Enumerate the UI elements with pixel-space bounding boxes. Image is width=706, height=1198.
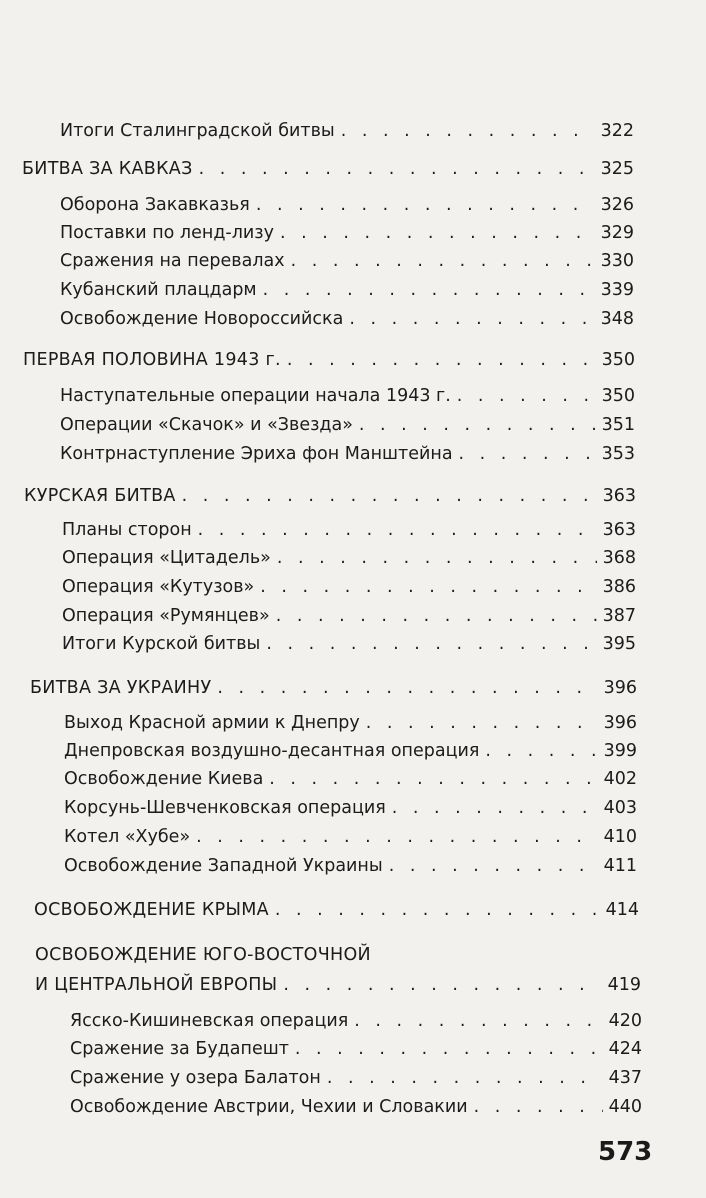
leader-dots [349, 308, 594, 330]
toc-entry-title: Освобождение Западной Украины [64, 856, 383, 876]
leader-dots [327, 1067, 603, 1089]
leader-dots [260, 576, 596, 598]
toc-section [23, 349, 635, 371]
toc-entry [62, 633, 636, 655]
toc-entry-page: 437 [608, 1068, 642, 1088]
toc-entry [60, 120, 634, 142]
toc-entry [62, 605, 636, 627]
toc-entry-page: 330 [600, 251, 634, 271]
leader-dots [295, 1038, 603, 1060]
toc-section-title-line2: И ЦЕНТРАЛЬНОЙ ЕВРОПЫ [35, 975, 278, 995]
toc-entry-page: 348 [600, 309, 634, 329]
toc-entry-title: Освобождение Киева [64, 769, 264, 789]
toc-entry-page: 350 [601, 386, 635, 406]
leader-dots [457, 385, 596, 407]
toc-entry-page: 353 [601, 444, 635, 464]
toc-section [22, 158, 634, 180]
leader-dots [354, 1010, 602, 1032]
toc-section-title-line1: ОСВОБОЖДЕНИЕ ЮГО-ВОСТОЧНОЙ [35, 945, 371, 965]
leader-dots [283, 974, 601, 996]
toc-entry-title: Итоги Сталинградской битвы [60, 121, 335, 141]
toc-section-page: 396 [603, 678, 637, 698]
leader-dots [199, 158, 595, 180]
toc-entry-title: Операция «Цитадель» [62, 548, 271, 568]
toc-entry-page: 424 [608, 1039, 642, 1059]
toc-entry [64, 740, 637, 762]
toc-section-page: 419 [607, 975, 641, 995]
toc-entry-page: 351 [601, 415, 635, 435]
toc-entry-page: 440 [608, 1097, 642, 1117]
toc-entry [70, 1010, 642, 1032]
toc-entry-title: Поставки по ленд-лизу [60, 223, 274, 243]
toc-section-title: ПЕРВАЯ ПОЛОВИНА 1943 г. [23, 350, 281, 370]
leader-dots [275, 899, 600, 921]
leader-dots [287, 349, 596, 371]
toc-entry [60, 443, 635, 465]
toc-entry-title: Корсунь-Шевченковская операция [64, 798, 386, 818]
leader-dots [196, 826, 597, 848]
leader-dots [291, 250, 595, 272]
toc-entry [64, 826, 637, 848]
toc-entry [60, 250, 634, 272]
leader-dots [269, 768, 597, 790]
toc-entry-title: Наступательные операции начала 1943 г. [60, 386, 451, 406]
toc-entry [60, 308, 634, 330]
leader-dots [256, 194, 595, 216]
toc-entry-page: 410 [603, 827, 637, 847]
leader-dots [217, 677, 597, 699]
toc-entry-title: Ясско-Кишиневская операция [70, 1011, 349, 1031]
toc-entry-title: Операция «Румянцев» [62, 606, 270, 626]
toc-section-page: 325 [600, 159, 634, 179]
toc-entry [60, 194, 634, 216]
toc-entry-title: Операция «Кутузов» [62, 577, 255, 597]
toc-entry [60, 414, 635, 436]
toc-entry-page: 363 [602, 520, 636, 540]
toc-entry-title: Планы сторон [62, 520, 192, 540]
toc-entry [60, 279, 634, 301]
toc-entry [60, 222, 634, 244]
leader-dots [198, 519, 597, 541]
page-number: 573 [598, 1137, 653, 1167]
toc-entry-title: Днепровская воздушно-десантная операция [64, 741, 480, 761]
toc-section-page: 363 [602, 486, 636, 506]
toc-section-title: БИТВА ЗА КАВКАЗ [22, 159, 193, 179]
leader-dots [341, 120, 595, 142]
leader-dots [474, 1096, 603, 1118]
toc-entry [64, 797, 637, 819]
toc-entry-page: 403 [603, 798, 637, 818]
leader-dots [485, 740, 597, 762]
toc-section-title: КУРСКАЯ БИТВА [24, 486, 176, 506]
toc-entry [70, 1038, 642, 1060]
toc-section [34, 899, 639, 921]
toc-entry-title: Контрнаступление Эриха фон Манштейна [60, 444, 453, 464]
leader-dots [359, 414, 596, 436]
leader-dots [266, 633, 596, 655]
toc-entry-page: 326 [600, 195, 634, 215]
toc-section [24, 485, 636, 507]
leader-dots [366, 712, 598, 734]
toc-section [35, 974, 641, 996]
toc-entry-title: Операции «Скачок» и «Звезда» [60, 415, 353, 435]
toc-entry-title: Сражение у озера Балатон [70, 1068, 321, 1088]
toc-entry-page: 402 [603, 769, 637, 789]
toc-entry-title: Выход Красной армии к Днепру [64, 713, 360, 733]
toc-entry [64, 712, 637, 734]
toc-entry-page: 411 [603, 856, 637, 876]
toc-section-title: ОСВОБОЖДЕНИЕ КРЫМА [34, 900, 269, 920]
leader-dots [263, 279, 595, 301]
toc-entry-title: Кубанский плацдарм [60, 280, 257, 300]
toc-entry [64, 768, 637, 790]
toc-entry-page: 387 [602, 606, 636, 626]
toc-entry-title: Сражение за Будапешт [70, 1039, 289, 1059]
toc-entry [62, 519, 636, 541]
leader-dots [276, 605, 597, 627]
leader-dots [392, 797, 598, 819]
toc-entry-title: Котел «Хубе» [64, 827, 191, 847]
toc-entry [62, 547, 636, 569]
toc-entry-page: 386 [602, 577, 636, 597]
toc-entry [62, 576, 636, 598]
leader-dots [280, 222, 595, 244]
toc-entry [64, 855, 637, 877]
toc-entry-page: 399 [603, 741, 637, 761]
toc-entry-page: 395 [602, 634, 636, 654]
leader-dots [182, 485, 597, 507]
toc-section-page: 414 [605, 900, 639, 920]
toc-entry-page: 329 [600, 223, 634, 243]
leader-dots [277, 547, 597, 569]
toc-entry-page: 339 [600, 280, 634, 300]
toc-entry-page: 322 [600, 121, 634, 141]
toc-section-page: 350 [601, 350, 635, 370]
toc-entry-title: Освобождение Новороссийска [60, 309, 344, 329]
toc-entry [70, 1067, 642, 1089]
toc-entry-title: Итоги Курской битвы [62, 634, 261, 654]
toc-entry-title: Оборона Закавказья [60, 195, 250, 215]
toc-section [30, 677, 637, 699]
toc-entry-page: 368 [602, 548, 636, 568]
toc-entry [60, 385, 635, 407]
toc-entry-title: Сражения на перевалах [60, 251, 285, 271]
toc-entry [70, 1096, 642, 1118]
toc-entry-page: 396 [603, 713, 637, 733]
leader-dots [389, 855, 598, 877]
toc-entry-title: Освобождение Австрии, Чехии и Словакии [70, 1097, 468, 1117]
toc-section-title: БИТВА ЗА УКРАИНУ [30, 678, 212, 698]
leader-dots [459, 443, 596, 465]
toc-entry-page: 420 [608, 1011, 642, 1031]
